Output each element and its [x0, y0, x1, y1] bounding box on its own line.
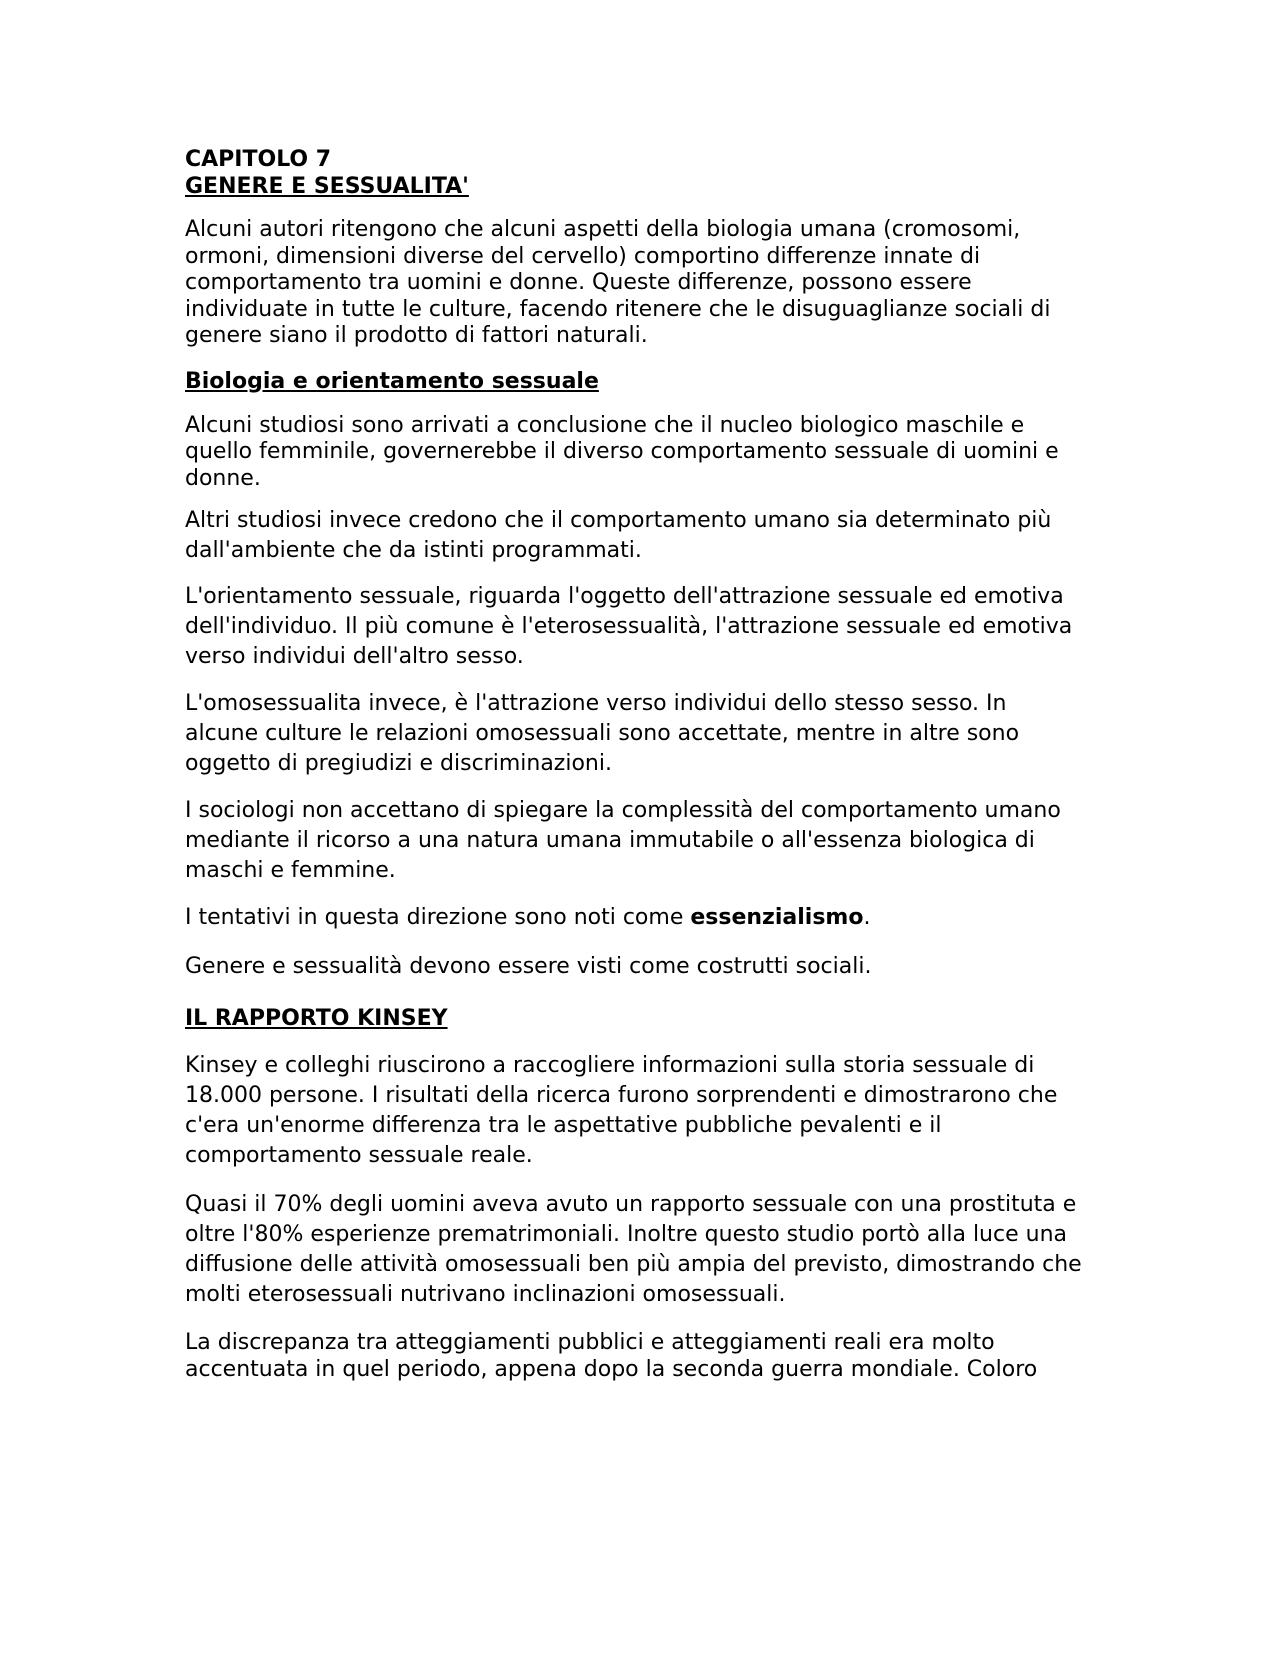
section-heading-kinsey: IL RAPPORTO KINSEY	[185, 1006, 448, 1031]
paragraph: L'omosessualita invece, è l'attrazione verso individui dello stesso sesso. In alcune culture le relazioni omosessuali sono accettate, mentre in altre sono oggetto di pregiudizi e discriminazioni.	[185, 691, 1020, 776]
paragraph: L'orientamento sessuale, riguarda l'oggetto dell'attrazione sessuale ed emotiva dell'individuo. Il più comune è l'eterosessualità, l'attrazione sessuale ed emotiva verso individui dell'altro sesso.	[185, 584, 1073, 669]
chapter-title: GENERE E SESSUALITA'	[185, 174, 469, 199]
section-heading-biologia: Biologia e orientamento sessuale	[185, 368, 599, 394]
paragraph: Genere e sessualità devono essere visti come costrutti sociali.	[185, 954, 872, 979]
paragraph-essenzialismo	[185, 903, 1085, 933]
chapter-number: CAPITOLO 7	[185, 147, 332, 172]
paragraph: Kinsey e colleghi riuscirono a raccogliere informazioni sulla storia sessuale di 18.000 persone. I risultati della ricerca furono sorprendenti e dimostrarono che c'era un'enorme differenza tra le aspettative pubbliche pevalenti e il comportamento sessuale reale.	[185, 1053, 1058, 1168]
paragraph: La discrepanza tra atteggiamenti pubblici e atteggiamenti reali era molto accentuata in quel periodo, appena dopo la seconda guerra mondiale. Coloro	[185, 1330, 1038, 1382]
paragraph-text: .	[863, 905, 871, 930]
paragraph: Alcuni studiosi sono arrivati a conclusione che il nucleo biologico maschile e quello femminile, governerebbe il diverso comportamento sessuale di uomini e donne.	[185, 412, 1059, 491]
bold-term: essenzialismo	[690, 905, 864, 930]
document-page	[185, 146, 1085, 1383]
paragraph: I sociologi non accettano di spiegare la complessità del comportamento umano mediante il ricorso a una natura umana immutabile o all'essenza biologica di maschi e femmine.	[185, 798, 1061, 883]
paragraph: Altri studiosi invece credono che il comportamento umano sia determinato più dall'ambiente che da istinti programmati.	[185, 508, 1052, 563]
intro-paragraph: Alcuni autori ritengono che alcuni aspetti della biologia umana (cromosomi, ormoni, dimensioni diverse del cervello) comportino differenze innate di comportamento tra uomini e donne. Queste differenze, possono essere individuate in tutte le culture, facendo ritenere che le disuguaglianze sociali di genere siano il prodotto di fattori naturali.	[185, 217, 1051, 348]
paragraph-text: I tentativi in questa direzione sono noti come	[185, 905, 691, 930]
paragraph: Quasi il 70% degli uomini aveva avuto un rapporto sessuale con una prostituta e oltre l'80% esperienze prematrimoniali. Inoltre questo studio portò alla luce una diffusione delle attività omosessuali ben più ampia del previsto, dimostrando che molti eterosessuali nutrivano inclinazioni omosessuali.	[185, 1192, 1082, 1307]
